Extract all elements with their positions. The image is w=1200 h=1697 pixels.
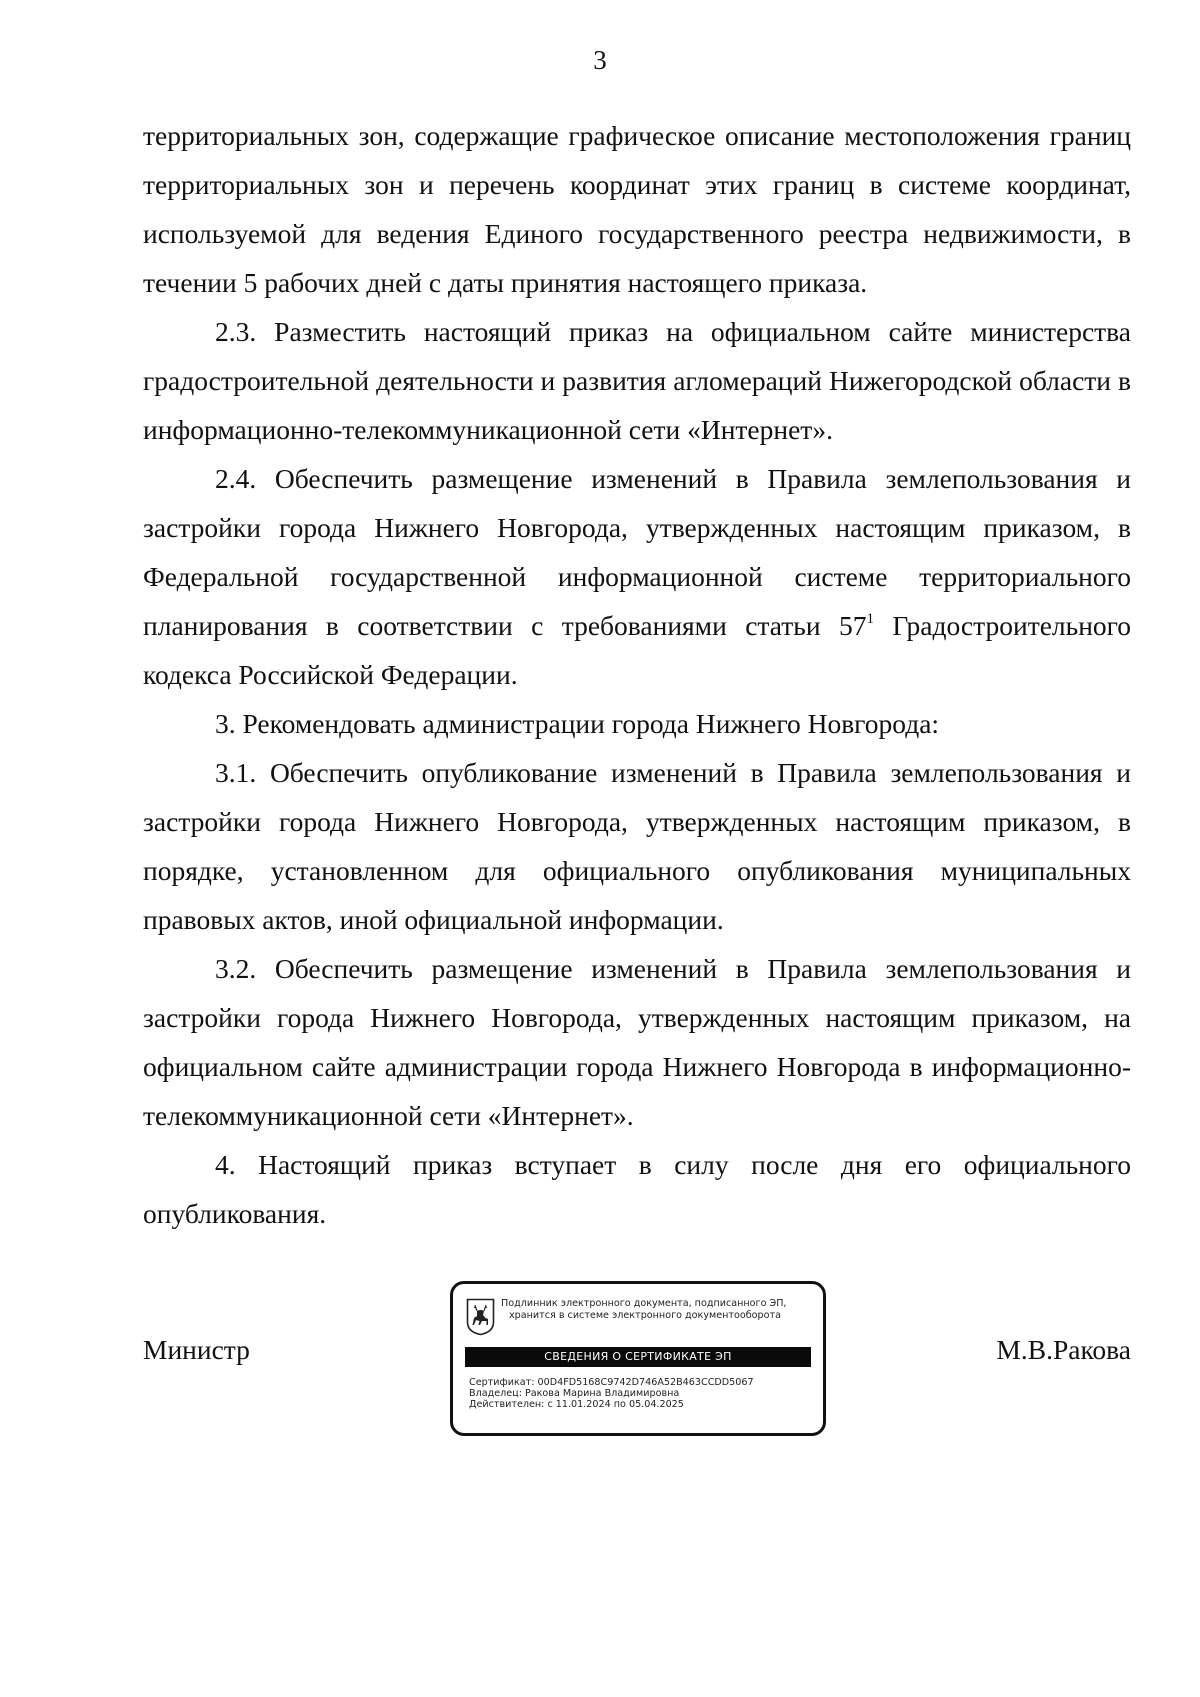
signatory-title: Министр — [143, 1334, 250, 1365]
paragraph-2-3: 2.3. Разместить настоящий приказ на официальном сайте министерства градостроительной деятельности и развития агломераций Нижегородской области в информационно-телекоммуникационной сети «Интернет». — [143, 316, 1131, 445]
paragraph-3: 3. Рекомендовать администрации города Нижнего Новгорода: — [215, 708, 940, 739]
signatory-name: М.В.Ракова — [996, 1334, 1131, 1365]
article-superscript: 1 — [866, 610, 874, 627]
paragraph-3-1: 3.1. Обеспечить опубликование изменений в Правила землепользования и застройки города Нижнего Новгорода, утвержденных настоящим приказом, в порядке, установленном для официального опубликования муниципальных правовых актов, иной официальной информации. — [143, 757, 1131, 935]
paragraph-2-4 — [143, 454, 1131, 699]
certificate-number: Сертификат: 00D4FD5168C9742D746A52B463CCDD5067 — [469, 1377, 754, 1388]
stamp-header — [501, 1298, 821, 1322]
stamp-header-line2: хранится в системе электронного документооборота — [509, 1310, 781, 1321]
paragraph-4: 4. Настоящий приказ вступает в силу после дня его официального опубликования. — [143, 1149, 1131, 1229]
paragraph-3-2: 3.2. Обеспечить размещение изменений в Правила землепользования и застройки города Нижнего Новгорода, утвержденных настоящим приказом, на официальном сайте администрации города Нижнего Новгорода в информационно-телекоммуникационной сети «Интернет». — [143, 953, 1131, 1131]
certificate-owner: Владелец: Ракова Марина Владимировна — [469, 1388, 680, 1399]
deer-crest-icon — [466, 1298, 495, 1336]
paragraph-2-4-text-end: Градостроительного кодекса Российской Федерации. — [143, 610, 1132, 690]
paragraph-2-4-text: 2.4. Обеспечить размещение изменений в Правила землепользования и застройки города Нижнего Новгорода, утвержденных настоящим приказом, в Федеральной государственной информационной системе территориального планирования в соответствии с требованиями статьи 57 — [143, 463, 1131, 641]
page-number: 3 — [593, 45, 607, 75]
stamp-header-line1: Подлинник электронного документа, подписанного ЭП, — [501, 1298, 787, 1309]
certificate-details — [469, 1377, 814, 1410]
paragraph-continuation: территориальных зон, содержащие графическое описание местоположения границ территориальных зон и перечень координат этих границ в системе координат, используемой для ведения Единого государственного реестра недвижимости, в течении 5 рабочих дней с даты принятия настоящего приказа. — [143, 120, 1131, 298]
certificate-validity: Действителен: с 11.01.2024 по 05.04.2025 — [469, 1399, 684, 1410]
certificate-info-bar: СВЕДЕНИЯ О СЕРТИФИКАТЕ ЭП — [465, 1347, 811, 1367]
document-body — [143, 111, 1131, 1238]
electronic-signature-stamp — [450, 1281, 826, 1436]
